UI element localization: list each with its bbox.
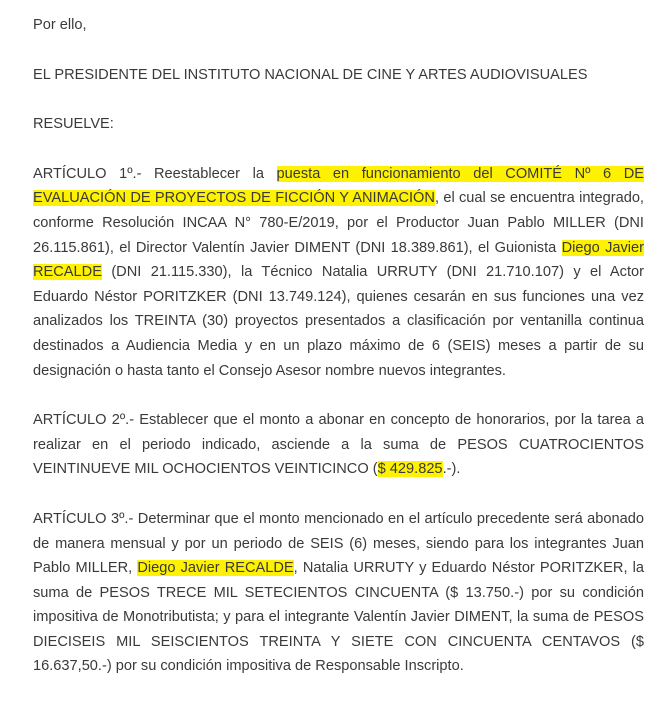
article-text: , Natalia URRUTY y Eduardo Néstor PORITZKER, la suma de PESOS TRECE MIL SETECIENTOS CINCUENTA ($ 13.750.-) por su condición impositiva de Monotributista; y para el integrante Valentín Javier DIMENT, la suma de PESOS DIECISEIS MIL SEISCIENTOS TREINTA Y SIETE CON CINCUENTA CENTAVOS ($ 16.637,50.-) por su condición impositiva de Responsable Inscripto. xyxy=(33,560,644,675)
article-3 xyxy=(33,507,644,679)
highlighted-text: Diego Javier RECALDE xyxy=(33,239,644,281)
resolves-line: RESUELVE: xyxy=(33,116,114,133)
article-text: ARTÍCULO 2º.- Establecer que el monto a abonar en concepto de honorarios, por la tarea a realizar en el periodo indicado, asciende a la suma de PESOS CUATROCIENTOS VEINTINUEVE MIL OCHOCIENTOS VEINTICINCO ( xyxy=(33,412,644,478)
article-text: ARTÍCULO 3º.- Determinar que el monto mencionado en el artículo precedente será abonado de manera mensual y por un periodo de SEIS (6) meses, siendo para los integrantes Juan Pablo MILLER, xyxy=(33,510,644,577)
article-text: ARTÍCULO 1º.- Reestablecer la xyxy=(33,165,277,182)
highlighted-text: Diego Javier RECALDE xyxy=(137,560,294,577)
highlighted-text: puesta en funcionamiento del COMITÉ Nº 6 DE EVALUACIÓN DE PROYECTOS DE FICCIÓN Y ANIMACIÓN xyxy=(33,165,644,207)
article-1 xyxy=(33,162,644,383)
article-text: .-). xyxy=(442,461,461,478)
article-text: , el cual se encuentra integrado, conforme Resolución INCAA N° 780-E/2019, por el Productor Juan Pablo MILLER (DNI 26.115.861), el Director Valentín Javier DIMENT (DNI 18.389.861), el Guionista xyxy=(33,190,644,256)
highlighted-text: $ 429.825 xyxy=(377,461,443,478)
article-text: (DNI 21.115.330), la Técnico Natalia URRUTY (DNI 21.710.107) y el Actor Eduardo Néstor PORITZKER (DNI 13.749.124), quienes cesarán en sus funciones una vez analizados los TREINTA (30) proyectos presentados a clasificación por ventanilla continua destinados a Audiencia Media y en un plazo máximo de 6 (SEIS) meses a partir de su designación o hasta tanto el Consejo Asesor nombre nuevos integrantes. xyxy=(33,264,644,379)
article-2 xyxy=(33,408,644,482)
opening-line: Por ello, xyxy=(33,17,87,33)
signatory-line: EL PRESIDENTE DEL INSTITUTO NACIONAL DE CINE Y ARTES AUDIOVISUALES xyxy=(33,66,588,83)
